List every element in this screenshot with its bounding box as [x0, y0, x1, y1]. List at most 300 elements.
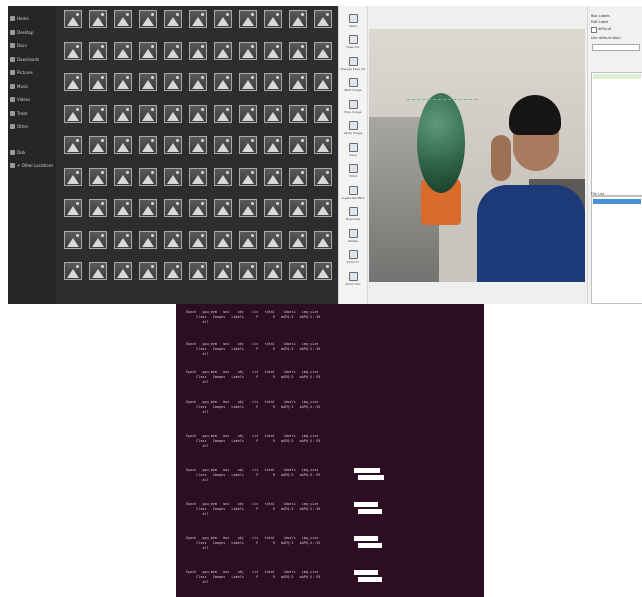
toolbar-button-label: Delete — [348, 238, 358, 243]
image-file-icon — [164, 42, 182, 60]
sidebar-item[interactable] — [10, 14, 29, 23]
toolbar-button-label: Zoom In — [346, 260, 360, 264]
image-file-thumbnail[interactable] — [235, 262, 260, 294]
image-file-thumbnail[interactable] — [110, 10, 135, 42]
sidebar-item-label: Disk — [17, 149, 26, 155]
image-file-thumbnail[interactable] — [210, 199, 235, 231]
terminal-line: Class Images Labels P R mAP@.5 mAP@.5:.95 — [186, 439, 321, 443]
image-file-thumbnail[interactable] — [135, 73, 160, 105]
sidebar-item[interactable] — [10, 28, 34, 37]
terminal-line: Class Images Labels P R mAP@.5 mAP@.5:.95 — [186, 473, 321, 477]
file-list-row[interactable] — [593, 245, 641, 250]
file-list-row[interactable] — [593, 228, 641, 233]
image-file-icon — [264, 10, 282, 28]
image-file-icon — [239, 168, 257, 186]
image-file-icon — [164, 231, 182, 249]
drive-icon — [10, 150, 15, 155]
file-list-row[interactable] — [593, 280, 641, 285]
terminal-line: Class Images Labels P R mAP@.5 mAP@.5:.95 — [186, 375, 321, 379]
image-file-thumbnail[interactable] — [285, 42, 310, 74]
image-file-icon — [214, 10, 232, 28]
image-file-thumbnail[interactable] — [185, 10, 210, 42]
image-file-icon — [89, 10, 107, 28]
terminal-line: all — [186, 352, 209, 356]
image-file-thumbnail[interactable] — [310, 105, 335, 137]
sidebar-item-label: Docs — [17, 43, 27, 48]
image-file-thumbnail[interactable] — [135, 10, 160, 42]
image-file-thumbnail[interactable] — [210, 231, 235, 263]
image-file-thumbnail[interactable] — [285, 105, 310, 137]
file-list-row[interactable] — [593, 205, 641, 210]
image-file-thumbnail[interactable] — [310, 199, 335, 231]
image-file-icon — [239, 73, 257, 91]
next-icon — [349, 78, 358, 87]
default-label-combo[interactable] — [592, 44, 640, 51]
toolbar-button[interactable] — [341, 77, 365, 94]
sidebar-item-label: Pictures — [17, 70, 33, 75]
file-list-row[interactable] — [593, 298, 641, 303]
photo-person — [477, 89, 585, 282]
image-file-thumbnail[interactable] — [235, 231, 260, 263]
difficult-label: difficult — [598, 27, 612, 31]
image-file-thumbnail[interactable] — [285, 231, 310, 263]
file-list-row[interactable] — [593, 257, 641, 262]
file-list[interactable] — [591, 196, 642, 304]
file-list-row[interactable] — [593, 199, 641, 204]
image-file-thumbnail[interactable] — [60, 10, 85, 42]
file-list-row[interactable] — [593, 274, 641, 279]
toolbar-button-label: Next Image — [344, 88, 362, 92]
toolbar-button-label: Verify Image — [343, 131, 363, 135]
terminal-line: Class Images Labels P R mAP@.5 mAP@.5:.95 — [186, 541, 321, 545]
image-file-thumbnail[interactable] — [110, 42, 135, 74]
image-file-thumbnail[interactable] — [235, 42, 260, 74]
image-file-thumbnail[interactable] — [60, 199, 85, 231]
redacted-path — [354, 570, 378, 575]
file-list-row[interactable] — [593, 234, 641, 239]
image-file-thumbnail[interactable] — [85, 136, 110, 168]
toolbar-button[interactable] — [341, 120, 365, 137]
redacted-path — [354, 468, 380, 473]
difficult-checkbox[interactable] — [591, 27, 597, 33]
image-file-thumbnail[interactable] — [85, 42, 110, 74]
image-file-thumbnail[interactable] — [185, 42, 210, 74]
image-file-icon — [239, 262, 257, 280]
image-file-icon — [289, 231, 307, 249]
toolbar-button[interactable] — [341, 206, 365, 223]
toolbar-button[interactable] — [341, 34, 365, 51]
file-list-row[interactable] — [593, 240, 641, 245]
image-file-thumbnail[interactable] — [310, 73, 335, 105]
image-file-thumbnail[interactable] — [135, 105, 160, 137]
terminal-line: all — [186, 410, 209, 414]
toolbar-button[interactable] — [341, 12, 365, 29]
image-file-icon — [264, 231, 282, 249]
image-file-icon — [314, 42, 332, 60]
image-file-icon — [189, 10, 207, 28]
edit-label-button[interactable]: Edit Label — [591, 20, 609, 24]
image-file-thumbnail[interactable] — [260, 105, 285, 137]
folder-icon — [349, 35, 358, 44]
file-list-row[interactable] — [593, 251, 641, 256]
terminal-line: Class Images Labels P R mAP@.5 mAP@.5:.95 — [186, 405, 321, 409]
image-file-thumbnail[interactable] — [210, 168, 235, 200]
toolbar-button[interactable] — [341, 163, 365, 180]
image-file-thumbnail[interactable] — [185, 73, 210, 105]
terminal-line: Epoch gpu_mem box obj cls total labels img_size — [186, 502, 319, 506]
terminal-line: Epoch gpu_mem box obj cls total labels img_size — [186, 370, 319, 374]
sidebar-item[interactable] — [10, 68, 33, 77]
image-file-icon — [64, 262, 82, 280]
file-manager-window — [8, 6, 338, 304]
file-list-row[interactable] — [593, 292, 641, 297]
image-file-icon — [314, 168, 332, 186]
terminal-line: Class Images Labels P R mAP@.5 mAP@.5:.95 — [186, 347, 321, 351]
toolbar-button[interactable] — [341, 55, 365, 72]
image-file-thumbnail[interactable] — [235, 105, 260, 137]
sidebar-item[interactable] — [10, 122, 28, 131]
prev-icon — [349, 100, 358, 109]
image-file-thumbnail[interactable] — [210, 105, 235, 137]
sidebar-item-label: Music — [17, 83, 29, 89]
sidebar-item[interactable] — [10, 95, 30, 104]
redacted-path — [358, 543, 382, 548]
image-file-icon — [289, 42, 307, 60]
sidebar-item[interactable] — [10, 82, 28, 91]
image-canvas[interactable] — [369, 29, 585, 282]
image-file-icon — [239, 199, 257, 217]
file-list-row[interactable] — [593, 263, 641, 268]
terminal-line: all — [186, 546, 209, 550]
image-file-icon — [114, 199, 132, 217]
image-file-thumbnail[interactable] — [160, 231, 185, 263]
image-file-icon — [139, 10, 157, 28]
label-list-item[interactable] — [593, 74, 641, 79]
image-file-icon — [164, 73, 182, 91]
file-manager-sidebar — [8, 6, 56, 304]
image-file-icon — [289, 10, 307, 28]
image-file-icon — [139, 168, 157, 186]
image-file-icon — [114, 262, 132, 280]
image-file-thumbnail[interactable] — [85, 168, 110, 200]
image-file-thumbnail[interactable] — [260, 42, 285, 74]
toolbar-button-label: Open — [348, 23, 357, 28]
right-dock — [587, 6, 642, 304]
image-file-icon — [89, 42, 107, 60]
image-file-icon — [289, 168, 307, 186]
image-file-thumbnail[interactable] — [310, 168, 335, 200]
image-file-thumbnail[interactable] — [85, 199, 110, 231]
image-file-icon — [189, 136, 207, 154]
image-file-icon — [64, 199, 82, 217]
image-file-icon — [164, 168, 182, 186]
image-file-thumbnail[interactable] — [310, 231, 335, 263]
terminal-line: Epoch gpu_mem box obj cls total labels img_size — [186, 570, 319, 574]
image-file-thumbnail[interactable] — [85, 10, 110, 42]
image-file-thumbnail[interactable] — [85, 73, 110, 105]
image-file-thumbnail[interactable] — [310, 10, 335, 42]
image-file-icon — [314, 73, 332, 91]
image-file-icon — [114, 231, 132, 249]
download-icon — [10, 57, 15, 62]
sidebar-item[interactable] — [10, 55, 39, 64]
toolbar-button-label: YOLO — [349, 174, 357, 178]
image-file-thumbnail[interactable] — [235, 10, 260, 42]
image-file-icon — [164, 136, 182, 154]
image-file-icon — [214, 199, 232, 217]
zoom-out-icon — [349, 272, 358, 281]
toolbar-button[interactable] — [341, 227, 365, 244]
image-file-thumbnail[interactable] — [210, 262, 235, 294]
image-file-thumbnail[interactable] — [135, 231, 160, 263]
image-file-thumbnail[interactable] — [135, 168, 160, 200]
image-file-icon — [89, 168, 107, 186]
toolbar-button-label: Create RectBox — [341, 195, 365, 200]
image-file-icon — [89, 262, 107, 280]
image-file-thumbnail[interactable] — [85, 262, 110, 294]
image-file-icon — [114, 42, 132, 60]
image-file-thumbnail[interactable] — [60, 105, 85, 137]
image-file-icon — [264, 199, 282, 217]
image-file-icon — [314, 136, 332, 154]
image-file-thumbnail[interactable] — [310, 262, 335, 294]
toolbar-button[interactable] — [341, 141, 365, 158]
image-file-thumbnail[interactable] — [210, 42, 235, 74]
image-file-icon — [264, 262, 282, 280]
image-file-icon — [214, 42, 232, 60]
image-file-icon — [289, 262, 307, 280]
image-file-thumbnail[interactable] — [285, 168, 310, 200]
image-file-icon — [189, 231, 207, 249]
image-file-icon — [189, 105, 207, 123]
trash-icon — [10, 111, 15, 116]
image-file-thumbnail[interactable] — [260, 168, 285, 200]
image-file-thumbnail[interactable] — [235, 73, 260, 105]
image-file-thumbnail[interactable] — [285, 10, 310, 42]
image-file-thumbnail[interactable] — [110, 105, 135, 137]
image-file-icon — [189, 73, 207, 91]
open-folder-icon — [349, 14, 358, 23]
terminal-line: Epoch gpu_mem box obj cls total labels img_size — [186, 468, 319, 472]
sidebar-item-label: Desktop — [17, 29, 34, 35]
file-list-row[interactable] — [593, 216, 641, 221]
terminal-line: Epoch gpu_mem box obj cls total labels img_size — [186, 536, 319, 540]
image-file-icon — [289, 136, 307, 154]
file-list-row[interactable] — [593, 269, 641, 274]
image-file-icon — [139, 231, 157, 249]
image-file-thumbnail[interactable] — [260, 73, 285, 105]
sidebar-item[interactable] — [10, 148, 26, 157]
sidebar-item-label: Home — [17, 16, 29, 21]
image-file-thumbnail[interactable] — [185, 199, 210, 231]
verify-icon — [349, 121, 358, 130]
sidebar-item[interactable] — [10, 109, 28, 118]
image-file-thumbnail[interactable] — [285, 136, 310, 168]
terminal-line: all — [186, 512, 209, 516]
terminal-line: Class Images Labels P R mAP@.5 mAP@.5:.95 — [186, 315, 321, 319]
image-file-icon — [314, 105, 332, 123]
image-file-icon — [214, 168, 232, 186]
labeling-tool-window — [338, 6, 642, 304]
image-file-thumbnail[interactable] — [60, 42, 85, 74]
home-icon — [10, 16, 15, 21]
image-file-thumbnail[interactable] — [210, 10, 235, 42]
image-file-thumbnail[interactable] — [135, 136, 160, 168]
image-file-icon — [139, 73, 157, 91]
image-file-thumbnail[interactable] — [60, 262, 85, 294]
image-file-thumbnail[interactable] — [185, 105, 210, 137]
redacted-path — [354, 502, 378, 507]
image-file-thumbnail[interactable] — [185, 136, 210, 168]
image-file-thumbnail[interactable] — [260, 231, 285, 263]
toolbar-button-label: Change Save Dir — [340, 66, 366, 71]
image-file-thumbnail[interactable] — [135, 199, 160, 231]
image-file-icon — [139, 42, 157, 60]
use-default-label-checkbox[interactable]: Use default label — [591, 36, 621, 40]
bounding-box-guide[interactable] — [407, 99, 477, 110]
file-list-row[interactable] — [593, 286, 641, 291]
image-file-icon — [189, 199, 207, 217]
image-file-thumbnail[interactable] — [60, 73, 85, 105]
image-file-thumbnail[interactable] — [110, 136, 135, 168]
image-file-thumbnail[interactable] — [285, 262, 310, 294]
image-file-thumbnail[interactable] — [135, 262, 160, 294]
sidebar-item-label: Downloads — [17, 56, 39, 62]
image-file-thumbnail[interactable] — [260, 136, 285, 168]
save-dir-icon — [349, 57, 358, 66]
image-file-thumbnail[interactable] — [85, 231, 110, 263]
toolbar-button[interactable] — [341, 249, 365, 266]
image-file-icon — [314, 199, 332, 217]
folder-icon — [10, 43, 15, 48]
label-list[interactable] — [591, 72, 642, 196]
image-file-icon — [314, 262, 332, 280]
toolbar-button[interactable] — [341, 98, 365, 115]
file-list-title: File List — [591, 192, 605, 196]
image-file-thumbnail[interactable] — [160, 105, 185, 137]
save-icon — [349, 143, 358, 152]
image-file-icon — [64, 42, 82, 60]
image-file-thumbnail[interactable] — [160, 73, 185, 105]
image-file-icon — [89, 73, 107, 91]
image-file-thumbnail[interactable] — [235, 168, 260, 200]
image-file-thumbnail[interactable] — [160, 42, 185, 74]
image-file-thumbnail[interactable] — [110, 231, 135, 263]
image-file-icon — [239, 231, 257, 249]
image-file-icon — [139, 262, 157, 280]
image-file-thumbnail[interactable] — [160, 136, 185, 168]
sidebar-item-label: Trash — [17, 110, 28, 116]
image-file-thumbnail[interactable] — [85, 105, 110, 137]
image-file-icon — [114, 168, 132, 186]
photo-person-hair — [509, 95, 561, 135]
image-file-icon — [89, 136, 107, 154]
file-grid — [60, 10, 336, 302]
image-file-icon — [139, 136, 157, 154]
format-icon — [349, 164, 358, 173]
image-file-icon — [239, 42, 257, 60]
toolbar-button[interactable] — [341, 184, 365, 201]
image-file-thumbnail[interactable] — [160, 199, 185, 231]
image-file-thumbnail[interactable] — [185, 231, 210, 263]
image-file-icon — [64, 73, 82, 91]
image-file-thumbnail[interactable] — [135, 42, 160, 74]
image-file-thumbnail[interactable] — [285, 199, 310, 231]
photo-person-hand — [491, 135, 511, 181]
image-file-thumbnail[interactable] — [235, 136, 260, 168]
image-file-thumbnail[interactable] — [285, 73, 310, 105]
image-file-thumbnail[interactable] — [110, 262, 135, 294]
image-file-thumbnail[interactable] — [310, 136, 335, 168]
file-list-row[interactable] — [593, 211, 641, 216]
image-file-thumbnail[interactable] — [310, 42, 335, 74]
sidebar-item-label: Videos — [17, 97, 31, 102]
image-file-thumbnail[interactable] — [60, 231, 85, 263]
image-file-thumbnail[interactable] — [60, 168, 85, 200]
toolbar-button-label: Save — [349, 152, 357, 157]
redacted-path — [354, 536, 378, 541]
photo-person-shirt — [477, 185, 585, 282]
plus-icon — [10, 163, 15, 168]
image-file-icon — [289, 105, 307, 123]
image-file-thumbnail[interactable] — [110, 168, 135, 200]
picture-icon — [10, 70, 15, 75]
image-file-icon — [239, 136, 257, 154]
toolbar-button-label: Duplicate — [345, 217, 361, 221]
image-file-thumbnail[interactable] — [210, 73, 235, 105]
sidebar-item[interactable] — [10, 41, 27, 50]
image-file-thumbnail[interactable] — [160, 168, 185, 200]
tool-toolbar — [339, 6, 368, 304]
file-list-row[interactable] — [593, 222, 641, 227]
image-file-icon — [264, 73, 282, 91]
image-file-thumbnail[interactable] — [160, 10, 185, 42]
image-file-icon — [89, 199, 107, 217]
image-file-thumbnail[interactable] — [160, 262, 185, 294]
terminal-window[interactable] — [176, 304, 484, 597]
image-file-thumbnail[interactable] — [260, 10, 285, 42]
terminal-line: all — [186, 580, 209, 584]
image-file-thumbnail[interactable] — [110, 199, 135, 231]
image-file-thumbnail[interactable] — [60, 136, 85, 168]
image-file-thumbnail[interactable] — [185, 262, 210, 294]
terminal-line: Class Images Labels P R mAP@.5 mAP@.5:.95 — [186, 575, 321, 579]
image-file-icon — [64, 136, 82, 154]
video-icon — [10, 97, 15, 102]
image-file-icon — [289, 199, 307, 217]
toolbar-button[interactable] — [341, 270, 365, 287]
image-file-icon — [214, 231, 232, 249]
image-file-thumbnail[interactable] — [210, 136, 235, 168]
image-file-icon — [214, 73, 232, 91]
image-file-icon — [164, 10, 182, 28]
image-file-icon — [139, 105, 157, 123]
redacted-path — [358, 509, 382, 514]
image-file-thumbnail[interactable] — [185, 168, 210, 200]
image-file-icon — [214, 136, 232, 154]
image-file-thumbnail[interactable] — [260, 262, 285, 294]
image-file-thumbnail[interactable] — [110, 73, 135, 105]
image-file-icon — [264, 105, 282, 123]
desktop-icon — [10, 30, 15, 35]
image-file-thumbnail[interactable] — [260, 199, 285, 231]
image-file-thumbnail[interactable] — [235, 199, 260, 231]
zoom-in-icon — [349, 250, 358, 259]
image-file-icon — [164, 262, 182, 280]
delete-icon — [349, 229, 358, 238]
sidebar-item[interactable] — [10, 161, 53, 170]
image-file-icon — [239, 10, 257, 28]
